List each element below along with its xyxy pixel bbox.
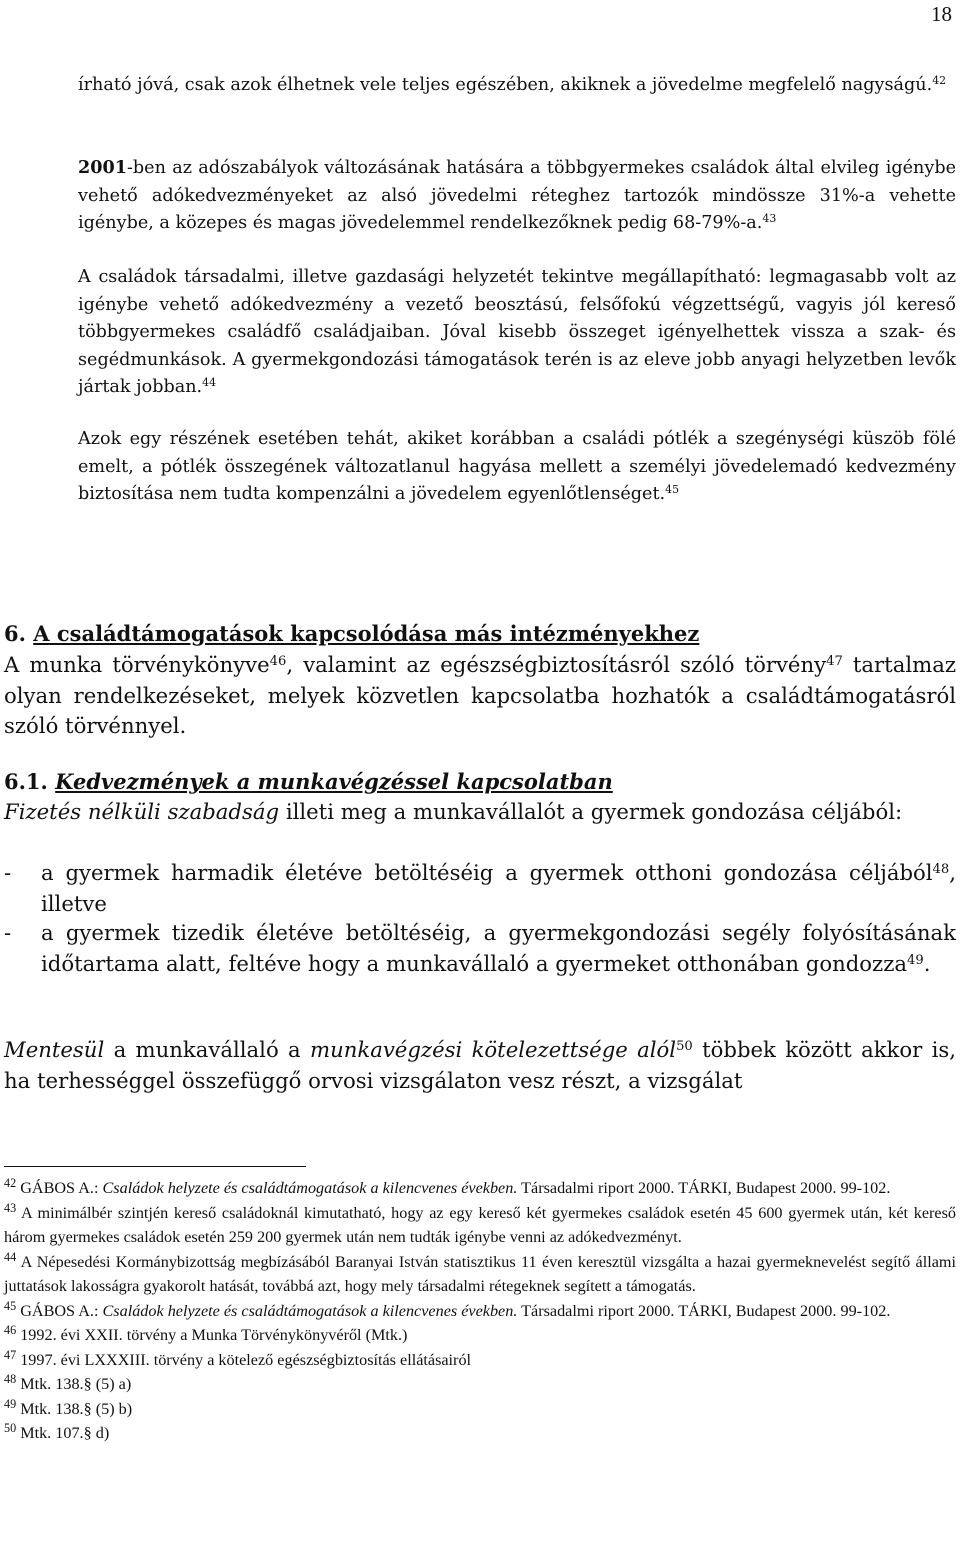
footnote-ref[interactable]: 50 bbox=[676, 1038, 693, 1054]
footnote: $^{43}$ A minimálbér szintjén kereső családoknál kimutatható, hogy az egy kereső két gyermekes családok esetén 45 600 gyermek után, két kereső három gyermekes családok esetén 259 200 gyermek után nem tudták igénybe venni az adókedvezményt. bbox=[4, 1200, 956, 1246]
page-number: 18 bbox=[931, 2, 952, 26]
footnote-ref[interactable]: 44 bbox=[202, 376, 217, 390]
section-6-heading: 6. A családtámogatások kapcsolódása más intézményekhez bbox=[4, 621, 700, 646]
footnote: $^{42}$ GÁBOS A.: Családok helyzete és családtámogatások a kilencvenes években. Társadalmi riport 2000. TÁRKI, Budapest 2000. 99-102. bbox=[4, 1175, 891, 1197]
paragraph-income-eligibility: írható jóvá, csak azok élhetnek vele teljes egészében, akiknek a jövedelme megfelelő nagyságú.$^{42}$ bbox=[78, 74, 947, 95]
footnote: $^{45}$ GÁBOS A.: Családok helyzete és családtámogatások a kilencvenes években. Társadalmi riport 2000. TÁRKI, Budapest 2000. 99-102. bbox=[4, 1298, 891, 1320]
list-item: - a gyermek tizedik életéve betöltéséig, a gyermekgondozási segély folyósításának időtartama alatt, feltéve hogy a munkavállaló a gyermeket otthonában gondozza$^{49}$. bbox=[4, 920, 956, 976]
footnote-separator bbox=[4, 1166, 306, 1167]
footnote-ref[interactable]: 45 bbox=[665, 483, 680, 497]
footnote-ref[interactable]: 42 bbox=[932, 74, 947, 87]
footnote-ref[interactable]: 49 bbox=[907, 952, 924, 968]
footnote: $^{46}$ 1992. évi XXII. törvény a Munka Törvénykönyvéről (Mtk.) bbox=[4, 1322, 408, 1344]
paragraph-labour-code: A munka törvénykönyve$^{46}$, valamint az egészségbiztosításról szóló törvény$^{47}$ tartalmaz olyan rendelkezéseket, melyek közvetlen kapcsolatba hozhatók a családtámogatásról szóló törvénnyel. bbox=[4, 652, 956, 738]
footnotes bbox=[4, 1176, 956, 1446]
footnote-ref[interactable]: 48 bbox=[932, 861, 950, 877]
paragraph-social-status: A családok társadalmi, illetve gazdasági helyzetét tekintve megállapítható: legmagasabb volt az igénybe vehető adókedvezmény a vezető beosztású, felsőfokú végzettségű, vagyis jól kereső többgyermekes családfő családjaiban. Jóval kisebb összeget igényelhettek vissza a szak- és segédmunkások. A gyermekgondozási támogatások terén is az eleve jobb anyagi helyzetben levők jártak jobban.$^{44}$ bbox=[78, 267, 956, 398]
footnote-ref[interactable]: 47 bbox=[826, 653, 843, 669]
list-item: - a gyermek harmadik életéve betöltéséig a gyermek otthoni gondozása céljából$^{48}$, illetve bbox=[4, 860, 956, 916]
footnote: $^{44}$ A Népesedési Kormánybizottság megbízásából Baranyai István statisztikus 11 éven keresztül vizsgálta a hazai gyermeknevelést segítő állami juttatások lakosságra gyakorolt hatását, továbbá azt, hogy mely társadalmi rétegeknek segített a támogatás. bbox=[4, 1249, 956, 1295]
paragraph-unpaid-leave: Fizetés nélküli szabadság illeti meg a munkavállalót a gyermek gondozása céljából: bbox=[4, 799, 903, 824]
section-6-1-heading: 6.1. Kedvezmények a munkavégzéssel kapcsolatban bbox=[4, 769, 613, 794]
footnote: $^{48}$ Mtk. 138.§ (5) a) bbox=[4, 1371, 132, 1393]
footnote: $^{49}$ Mtk. 138.§ (5) b) bbox=[4, 1396, 133, 1418]
paragraph-2001-tax-changes: 2001-ben az adószabályok változásának hatására a többgyermekes családok által elvileg igénybe vehető adókedvezményeket az alsó jövedelmi réteghez tartozók mindössze 31%-a vehette igénybe, a közepes és magas jövedelemmel rendelkezőknek pedig 68-79%-a.$^{43}$ bbox=[78, 157, 956, 234]
footnote: $^{47}$ 1997. évi LXXXIII. törvény a kötelező egészségbiztosítás ellátásairól bbox=[4, 1347, 472, 1369]
footnote-ref[interactable]: 43 bbox=[762, 212, 777, 226]
footnote-ref[interactable]: 46 bbox=[269, 653, 287, 669]
footnote: $^{50}$ Mtk. 107.§ d) bbox=[4, 1420, 110, 1442]
paragraph-poverty-threshold: Azok egy részének esetében tehát, akiket korábban a családi pótlék a szegénységi küszöb fölé emelt, a pótlék összegének változatlanul hagyása mellett a személyi jövedelemadó kedvezmény biztosítása nem tudta kompenzálni a jövedelem egyenlőtlenséget.$^{45}$ bbox=[78, 429, 956, 505]
paragraph-exemption: Mentesül a munkavállaló a munkavégzési kötelezettsége alól$^{50}$ többek között akkor is, ha terhességgel összefüggő orvosi vizsgálaton vesz részt, a vizsgálat bbox=[4, 1037, 956, 1093]
